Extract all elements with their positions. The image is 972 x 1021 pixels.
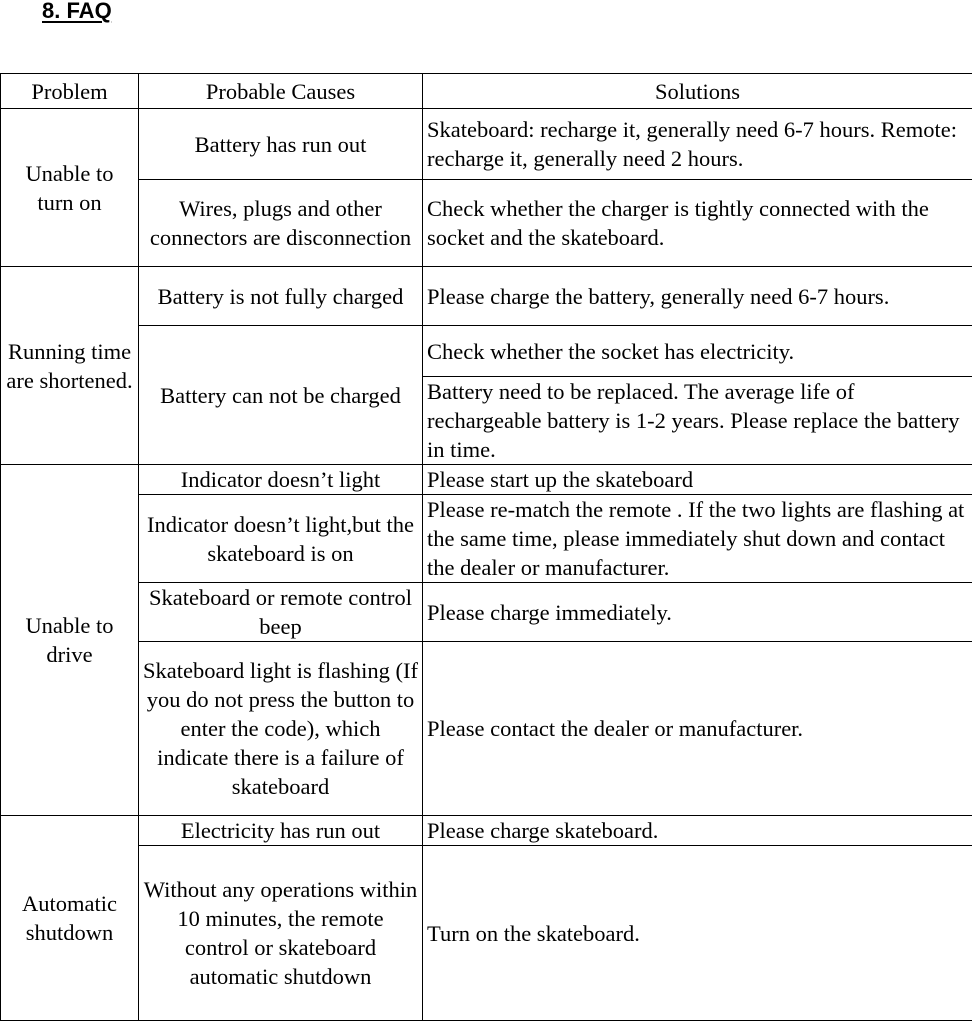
solution-cell: Skateboard: recharge it, generally need 6-7 hours. Remote: recharge it, generally need 2 hours. (423, 109, 972, 180)
table-row (1, 109, 972, 180)
cause-cell: Without any operations within 10 minutes, the remote control or skateboard automatic shutdown (139, 846, 423, 1021)
cause-cell: Indicator doesn’t light,but the skateboard is on (139, 495, 423, 583)
cause-cell: Wires, plugs and other connectors are disconnection (139, 180, 423, 267)
table-row (1, 180, 972, 267)
solution-cell: Please start up the skateboard (423, 465, 972, 495)
table-row (1, 495, 972, 583)
table-row (1, 846, 972, 1021)
header-problem: Problem (1, 74, 139, 109)
cause-cell: Skateboard light is flashing (If you do not press the button to enter the code), which indicate there is a failure of skateboard (139, 642, 423, 816)
table-row (1, 326, 972, 377)
cause-cell: Battery can not be charged (139, 326, 423, 465)
header-solutions: Solutions (423, 74, 972, 109)
problem-cell: Running time are shortened. (1, 267, 139, 465)
faq-table (0, 73, 972, 1021)
problem-cell: Unable to turn on (1, 109, 139, 267)
table-header-row (1, 74, 972, 109)
solution-cell: Please charge immediately. (423, 583, 972, 642)
problem-cell: Automatic shutdown (1, 816, 139, 1021)
section-title: 8. FAQ (42, 0, 112, 26)
table-row (1, 816, 972, 846)
cause-cell: Electricity has run out (139, 816, 423, 846)
solution-cell: Turn on the skateboard. (423, 846, 972, 1021)
table-row (1, 642, 972, 816)
solution-cell: Please re-match the remote . If the two lights are flashing at the same time, please immediately shut down and contact the dealer or manufacturer. (423, 495, 972, 583)
problem-cell: Unable to drive (1, 465, 139, 816)
solution-cell: Please charge the battery, generally need 6-7 hours. (423, 267, 972, 326)
solution-cell: Please charge skateboard. (423, 816, 972, 846)
solution-cell: Please contact the dealer or manufacturer. (423, 642, 972, 816)
cause-cell: Indicator doesn’t light (139, 465, 423, 495)
table-row (1, 583, 972, 642)
cause-cell: Skateboard or remote control beep (139, 583, 423, 642)
header-probable-causes: Probable Causes (139, 74, 423, 109)
cause-cell: Battery is not fully charged (139, 267, 423, 326)
cause-cell: Battery has run out (139, 109, 423, 180)
table-row (1, 267, 972, 326)
solution-cell: Battery need to be replaced. The average life of rechargeable battery is 1-2 years. Please replace the battery in time. (423, 377, 972, 465)
solution-cell: Check whether the socket has electricity. (423, 326, 972, 377)
solution-cell: Check whether the charger is tightly connected with the socket and the skateboard. (423, 180, 972, 267)
table-row (1, 465, 972, 495)
